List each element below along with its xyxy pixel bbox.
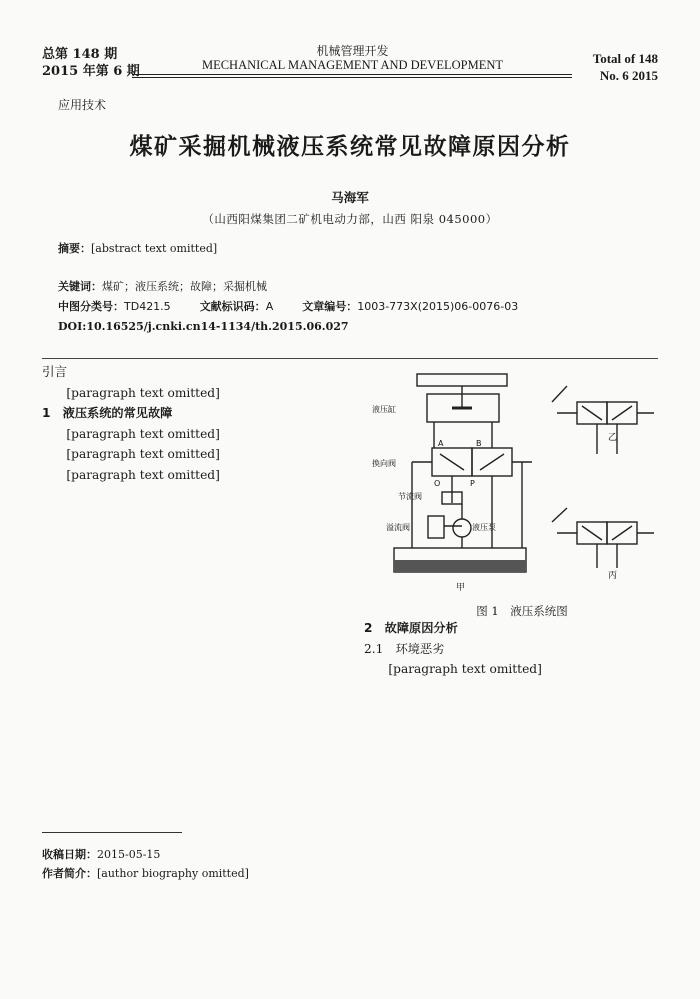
doi: DOI:10.16525/j.cnki.cn14-1134/th.2015.06.027 [58, 320, 349, 333]
left-column [42, 362, 336, 486]
author-affiliation: （山西阳煤集团二矿机电动力部，山西 阳泉 045000） [202, 212, 498, 226]
label-port-b: B [476, 439, 482, 448]
year-issue-en: No. 6 2015 [599, 68, 658, 83]
section-tag: 应用技术 [58, 98, 107, 112]
received-label: 收稿日期： [42, 848, 97, 861]
clc-label: 中图分类号： [58, 300, 124, 313]
journal-name [180, 44, 525, 72]
label-port-o: O [434, 479, 441, 488]
journal-name-cn: 机械管理开发 [316, 44, 389, 58]
year-issue-cn: 2015 年第 6 期 [42, 64, 140, 79]
label-sub-a: 甲 [456, 583, 466, 593]
clc-value: TD421.5 [124, 300, 171, 313]
articleno-label: 文章编号： [302, 300, 358, 313]
doccode-value: A [265, 300, 274, 313]
header-rule-thin [132, 77, 572, 78]
right-column [364, 618, 658, 680]
label-sub-c: 丙 [608, 571, 618, 581]
author-bio-label: 作者简介： [42, 867, 97, 880]
keywords-label: 关键词： [58, 280, 102, 293]
classification-line [58, 298, 648, 316]
paper-title: 煤矿采掘机械液压系统常见故障原因分析 [129, 134, 571, 160]
total-issue-en: Total of 148 [592, 51, 658, 66]
author-bio-text: [author biography omitted] [97, 867, 249, 880]
relief-valve [428, 516, 444, 538]
issue-number-en [593, 50, 658, 84]
articleno-value: 1003-773X(2015)06-0076-03 [357, 300, 519, 313]
section-1-heading: 1 液压系统的常见故障 [42, 406, 173, 421]
abstract [58, 240, 648, 258]
hydraulic-pump [453, 519, 471, 537]
author-bio [42, 864, 342, 883]
hydraulic-system-figure [372, 368, 672, 600]
footnote-divider [42, 832, 182, 833]
journal-name-en: MECHANICAL MANAGEMENT AND DEVELOPMENT [201, 58, 504, 72]
intro-heading: 引言 [42, 364, 68, 379]
label-cylinder: 液压缸 [372, 405, 396, 414]
intro-paragraph: [paragraph text omitted] [66, 385, 220, 400]
label-port-p: P [470, 479, 475, 488]
section-1-paragraph-3: [paragraph text omitted] [66, 467, 220, 482]
label-relief-valve: 溢流阀 [386, 523, 410, 532]
abstract-label: 摘要： [58, 242, 91, 255]
total-issue-cn: 总第 148 期 [42, 47, 118, 62]
keywords [58, 278, 648, 296]
section-2-1-paragraph: [paragraph text omitted] [388, 662, 542, 677]
label-pump: 液压泵 [472, 523, 496, 532]
footnote [42, 845, 342, 883]
label-port-a: A [438, 439, 444, 448]
label-throttle-valve: 节流阀 [398, 492, 422, 501]
keywords-text: 煤矿；液压系统；故障；采掘机械 [102, 280, 267, 293]
issue-number-cn [42, 46, 140, 80]
section-2-1-heading: 2.1 环境恶劣 [364, 641, 445, 656]
received-date [42, 845, 342, 864]
section-1-paragraph-2: [paragraph text omitted] [66, 447, 220, 462]
figure-caption: 图 1 液压系统图 [476, 604, 568, 618]
meta-divider [42, 358, 658, 359]
section-1-paragraph-1: [paragraph text omitted] [66, 426, 220, 441]
workpiece [417, 374, 507, 386]
label-reversing-valve: 换向阀 [372, 459, 396, 468]
doccode-label: 文献标识码： [199, 300, 266, 313]
author-name: 马海军 [331, 190, 369, 205]
received-value: 2015-05-15 [97, 848, 161, 861]
section-2-heading: 2 故障原因分析 [364, 621, 458, 635]
oil-level [394, 560, 526, 572]
header-rule [132, 74, 572, 75]
label-sub-b: 乙 [608, 433, 618, 443]
abstract-text: [abstract text omitted] [91, 242, 218, 255]
